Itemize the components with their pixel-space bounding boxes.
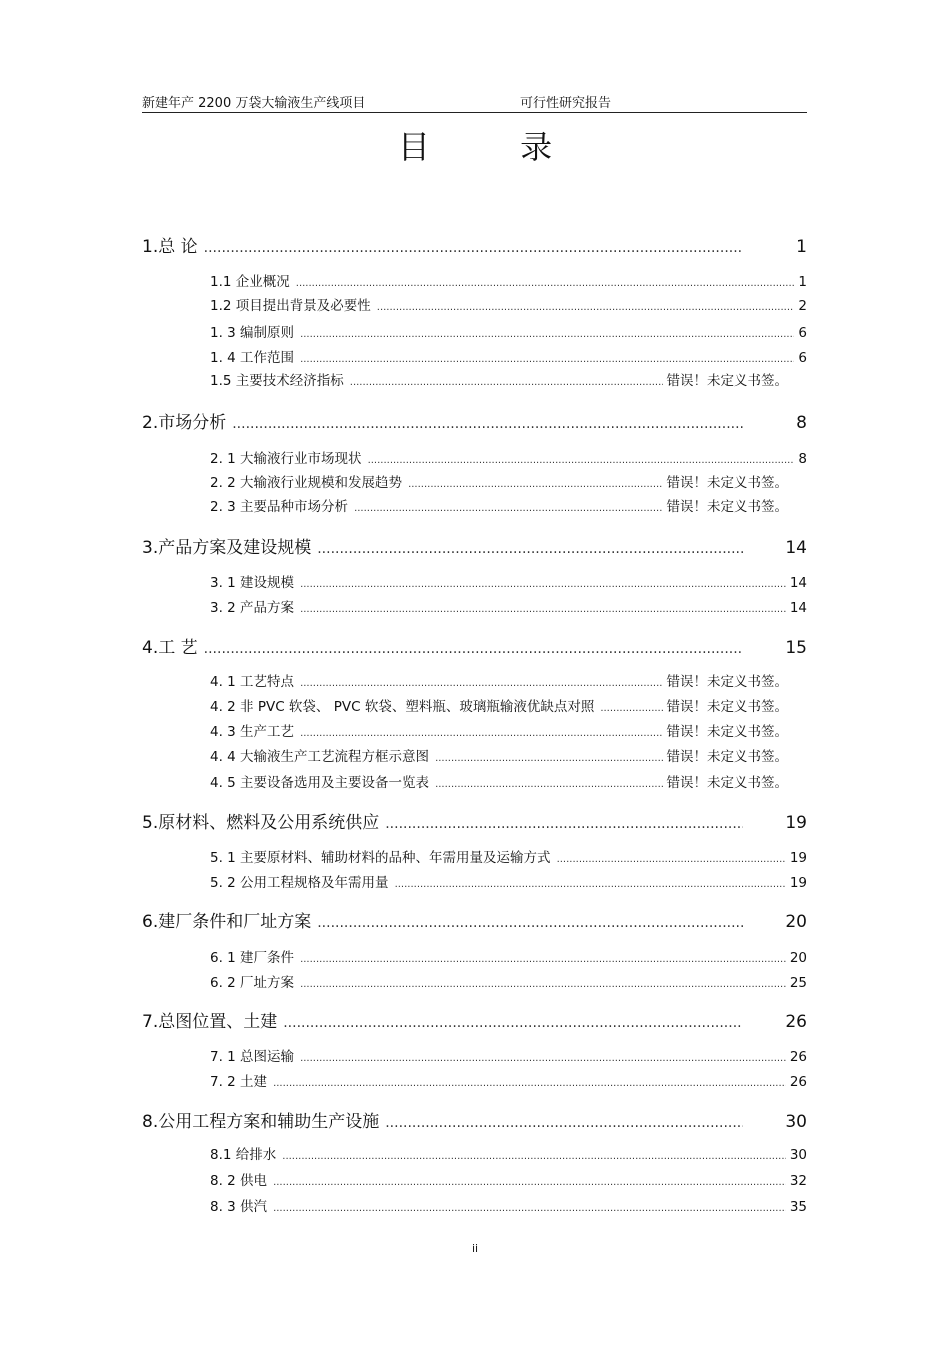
toc-label: 7. 1 总图运输 [210, 1049, 295, 1065]
toc-section[interactable] [210, 1070, 807, 1090]
toc-page-number: 30 [789, 1147, 807, 1163]
toc-page-number: 14 [789, 600, 807, 616]
toc-label: 产品方案及建设规模 [158, 538, 312, 558]
toc-chapter[interactable] [142, 633, 807, 657]
toc-page-number: 错误！未定义书签。 [666, 373, 788, 389]
toc-page-number: 20 [785, 912, 807, 932]
toc-section[interactable] [210, 1195, 807, 1215]
toc-label: 5. 1 主要原材料、辅助材料的品种、年需用量及运输方式 [210, 850, 551, 866]
toc-section[interactable] [210, 946, 807, 966]
toc-chapter[interactable] [142, 808, 807, 832]
toc-page-number: 错误！未定义书签。 [666, 699, 788, 715]
toc-leader-dots [204, 641, 743, 657]
toc-label: 1. 3 编制原则 [210, 325, 295, 341]
toc-section[interactable] [210, 369, 788, 389]
toc-page-number: 19 [789, 850, 807, 866]
toc-label: 8.1 给排水 [210, 1147, 277, 1163]
toc-chapter-number: 8. [142, 1112, 159, 1132]
toc-leader-dots [283, 1015, 743, 1031]
toc-label: 1.2 项目提出背景及必要性 [210, 298, 371, 314]
toc-label: 建厂条件和厂址方案 [158, 912, 312, 932]
toc-leader-dots [300, 329, 794, 340]
toc-label: 2. 3 主要品种市场分析 [210, 499, 349, 515]
toc-section[interactable] [210, 1169, 807, 1189]
toc-leader-dots [300, 604, 786, 615]
toc-chapter-number: 1. [142, 237, 159, 257]
toc-leader-dots [273, 1203, 786, 1214]
toc-label: 1. 4 工作范围 [210, 350, 295, 366]
toc-label: 6. 1 建厂条件 [210, 950, 295, 966]
toc-section[interactable] [210, 720, 788, 740]
toc-label: 3. 2 产品方案 [210, 600, 295, 616]
toc-page-number: 30 [785, 1112, 807, 1132]
toc-page-number: 错误！未定义书签。 [666, 499, 788, 515]
toc-leader-dots [368, 455, 795, 466]
toc-label: 4. 4 大输液生产工艺流程方框示意图 [210, 749, 430, 765]
toc-label: 8. 3 供汽 [210, 1199, 268, 1215]
toc-chapter[interactable] [142, 232, 807, 256]
toc-chapter-number: 6. [142, 912, 159, 932]
toc-leader-dots [395, 879, 786, 890]
page-title: 目 录 [397, 128, 593, 166]
toc-page-number: 1 [798, 274, 807, 290]
toc-section[interactable] [210, 846, 807, 866]
toc-leader-dots [385, 1115, 743, 1131]
toc-label: 8. 2 供电 [210, 1173, 268, 1189]
toc-chapter-number: 7. [142, 1012, 159, 1032]
toc-label: 6. 2 厂址方案 [210, 975, 295, 991]
toc-section[interactable] [210, 695, 788, 715]
toc-leader-dots [204, 240, 743, 256]
toc-page-number: 错误！未定义书签。 [666, 775, 788, 791]
toc-page-number: 6 [798, 325, 807, 341]
toc-leader-dots [600, 703, 662, 714]
toc-page-number: 6 [798, 350, 807, 366]
toc-chapter-number: 5. [142, 813, 159, 833]
toc-label: 1.5 主要技术经济指标 [210, 373, 344, 389]
toc-page-number: 2 [798, 298, 807, 314]
toc-chapter[interactable] [142, 907, 807, 931]
toc-label: 原材料、燃料及公用系统供应 [158, 813, 380, 833]
toc-section[interactable] [210, 971, 807, 991]
toc-page-number: 1 [796, 237, 807, 257]
toc-section[interactable] [210, 471, 788, 491]
toc-label: 4. 3 生产工艺 [210, 724, 295, 740]
toc-page-number: 19 [789, 875, 807, 891]
toc-label: 7. 2 土建 [210, 1074, 268, 1090]
toc-label: 4. 1 工艺特点 [210, 674, 295, 690]
toc-section[interactable] [210, 270, 807, 290]
toc-label: 总图位置、土建 [158, 1012, 278, 1032]
toc-leader-dots [435, 753, 662, 764]
header-project-title: 新建年产 2200 万袋大输液生产线项目 [142, 96, 366, 111]
toc-page-number: 19 [785, 813, 807, 833]
toc-section[interactable] [210, 670, 788, 690]
toc-chapter-number: 4. [142, 638, 159, 658]
toc-leader-dots [300, 678, 662, 689]
toc-page-number: 32 [789, 1173, 807, 1189]
toc-section[interactable] [210, 346, 807, 366]
header-report-type: 可行性研究报告 [520, 96, 612, 111]
toc-page-number: 25 [789, 975, 807, 991]
toc-section[interactable] [210, 1045, 807, 1065]
toc-label: 公用工程方案和辅助生产设施 [158, 1112, 380, 1132]
toc-leader-dots [385, 816, 743, 832]
toc-page-number: 26 [785, 1012, 807, 1032]
toc-leader-dots [300, 1053, 786, 1064]
toc-label: 2. 2 大输液行业规模和发展趋势 [210, 475, 403, 491]
toc-page-number: 14 [789, 575, 807, 591]
toc-page-number: 26 [789, 1049, 807, 1065]
toc-page-number: 15 [785, 638, 807, 658]
toc-chapter[interactable] [142, 1007, 807, 1031]
toc-page-number: 8 [798, 451, 807, 467]
toc-chapter[interactable] [142, 1107, 807, 1131]
toc-leader-dots [296, 278, 795, 289]
toc-label: 2. 1 大输液行业市场现状 [210, 451, 362, 467]
toc-label: 工 艺 [158, 638, 198, 658]
page-header [142, 92, 807, 113]
toc-label: 总 论 [158, 237, 198, 257]
toc-leader-dots [317, 915, 743, 931]
toc-section[interactable] [210, 495, 788, 515]
toc-page-number: 14 [785, 538, 807, 558]
toc-leader-dots [435, 779, 662, 790]
toc-section[interactable] [210, 745, 788, 765]
toc-label: 市场分析 [158, 413, 227, 433]
toc-chapter-number: 3. [142, 538, 159, 558]
toc-leader-dots [300, 954, 786, 965]
toc-page-number: 错误！未定义书签。 [666, 475, 788, 491]
toc-section[interactable] [210, 871, 807, 891]
toc-leader-dots [273, 1078, 786, 1089]
toc-section[interactable] [210, 294, 807, 314]
toc-leader-dots [354, 503, 662, 514]
toc-leader-dots [300, 579, 786, 590]
toc-label: 1.1 企业概况 [210, 274, 290, 290]
toc-label: 4. 5 主要设备选用及主要设备一览表 [210, 775, 430, 791]
toc-page-number: 35 [789, 1199, 807, 1215]
toc-section[interactable] [210, 571, 807, 591]
toc-leader-dots [282, 1151, 786, 1162]
toc-leader-dots [377, 302, 795, 313]
toc-section[interactable] [210, 771, 788, 791]
toc-page-number: 错误！未定义书签。 [666, 749, 788, 765]
toc-section[interactable] [210, 1143, 807, 1163]
toc-leader-dots [300, 728, 662, 739]
toc-leader-dots [557, 854, 786, 865]
toc-page-number: 20 [789, 950, 807, 966]
toc-section[interactable] [210, 321, 807, 341]
toc-page-number: 错误！未定义书签。 [666, 724, 788, 740]
toc-leader-dots [300, 354, 794, 365]
toc-page-number: 错误！未定义书签。 [666, 674, 788, 690]
toc-page-number: 26 [789, 1074, 807, 1090]
toc-leader-dots [317, 541, 743, 557]
toc-leader-dots [232, 416, 743, 432]
toc-leader-dots [273, 1177, 786, 1188]
toc-chapter[interactable] [142, 533, 807, 557]
toc-label: 3. 1 建设规模 [210, 575, 295, 591]
toc-label: 4. 2 非 PVC 软袋、 PVC 软袋、塑料瓶、玻璃瓶输液优缺点对照 [210, 699, 595, 715]
toc-page-number: 8 [796, 413, 807, 433]
toc-section[interactable] [210, 596, 807, 616]
toc-label: 5. 2 公用工程规格及年需用量 [210, 875, 389, 891]
toc-leader-dots [408, 479, 662, 490]
toc-leader-dots [300, 979, 786, 990]
toc-chapter-number: 2. [142, 413, 159, 433]
toc-section[interactable] [210, 447, 807, 467]
page-number: ii [471, 1242, 479, 1255]
toc-leader-dots [350, 377, 663, 388]
toc-chapter[interactable] [142, 408, 807, 432]
